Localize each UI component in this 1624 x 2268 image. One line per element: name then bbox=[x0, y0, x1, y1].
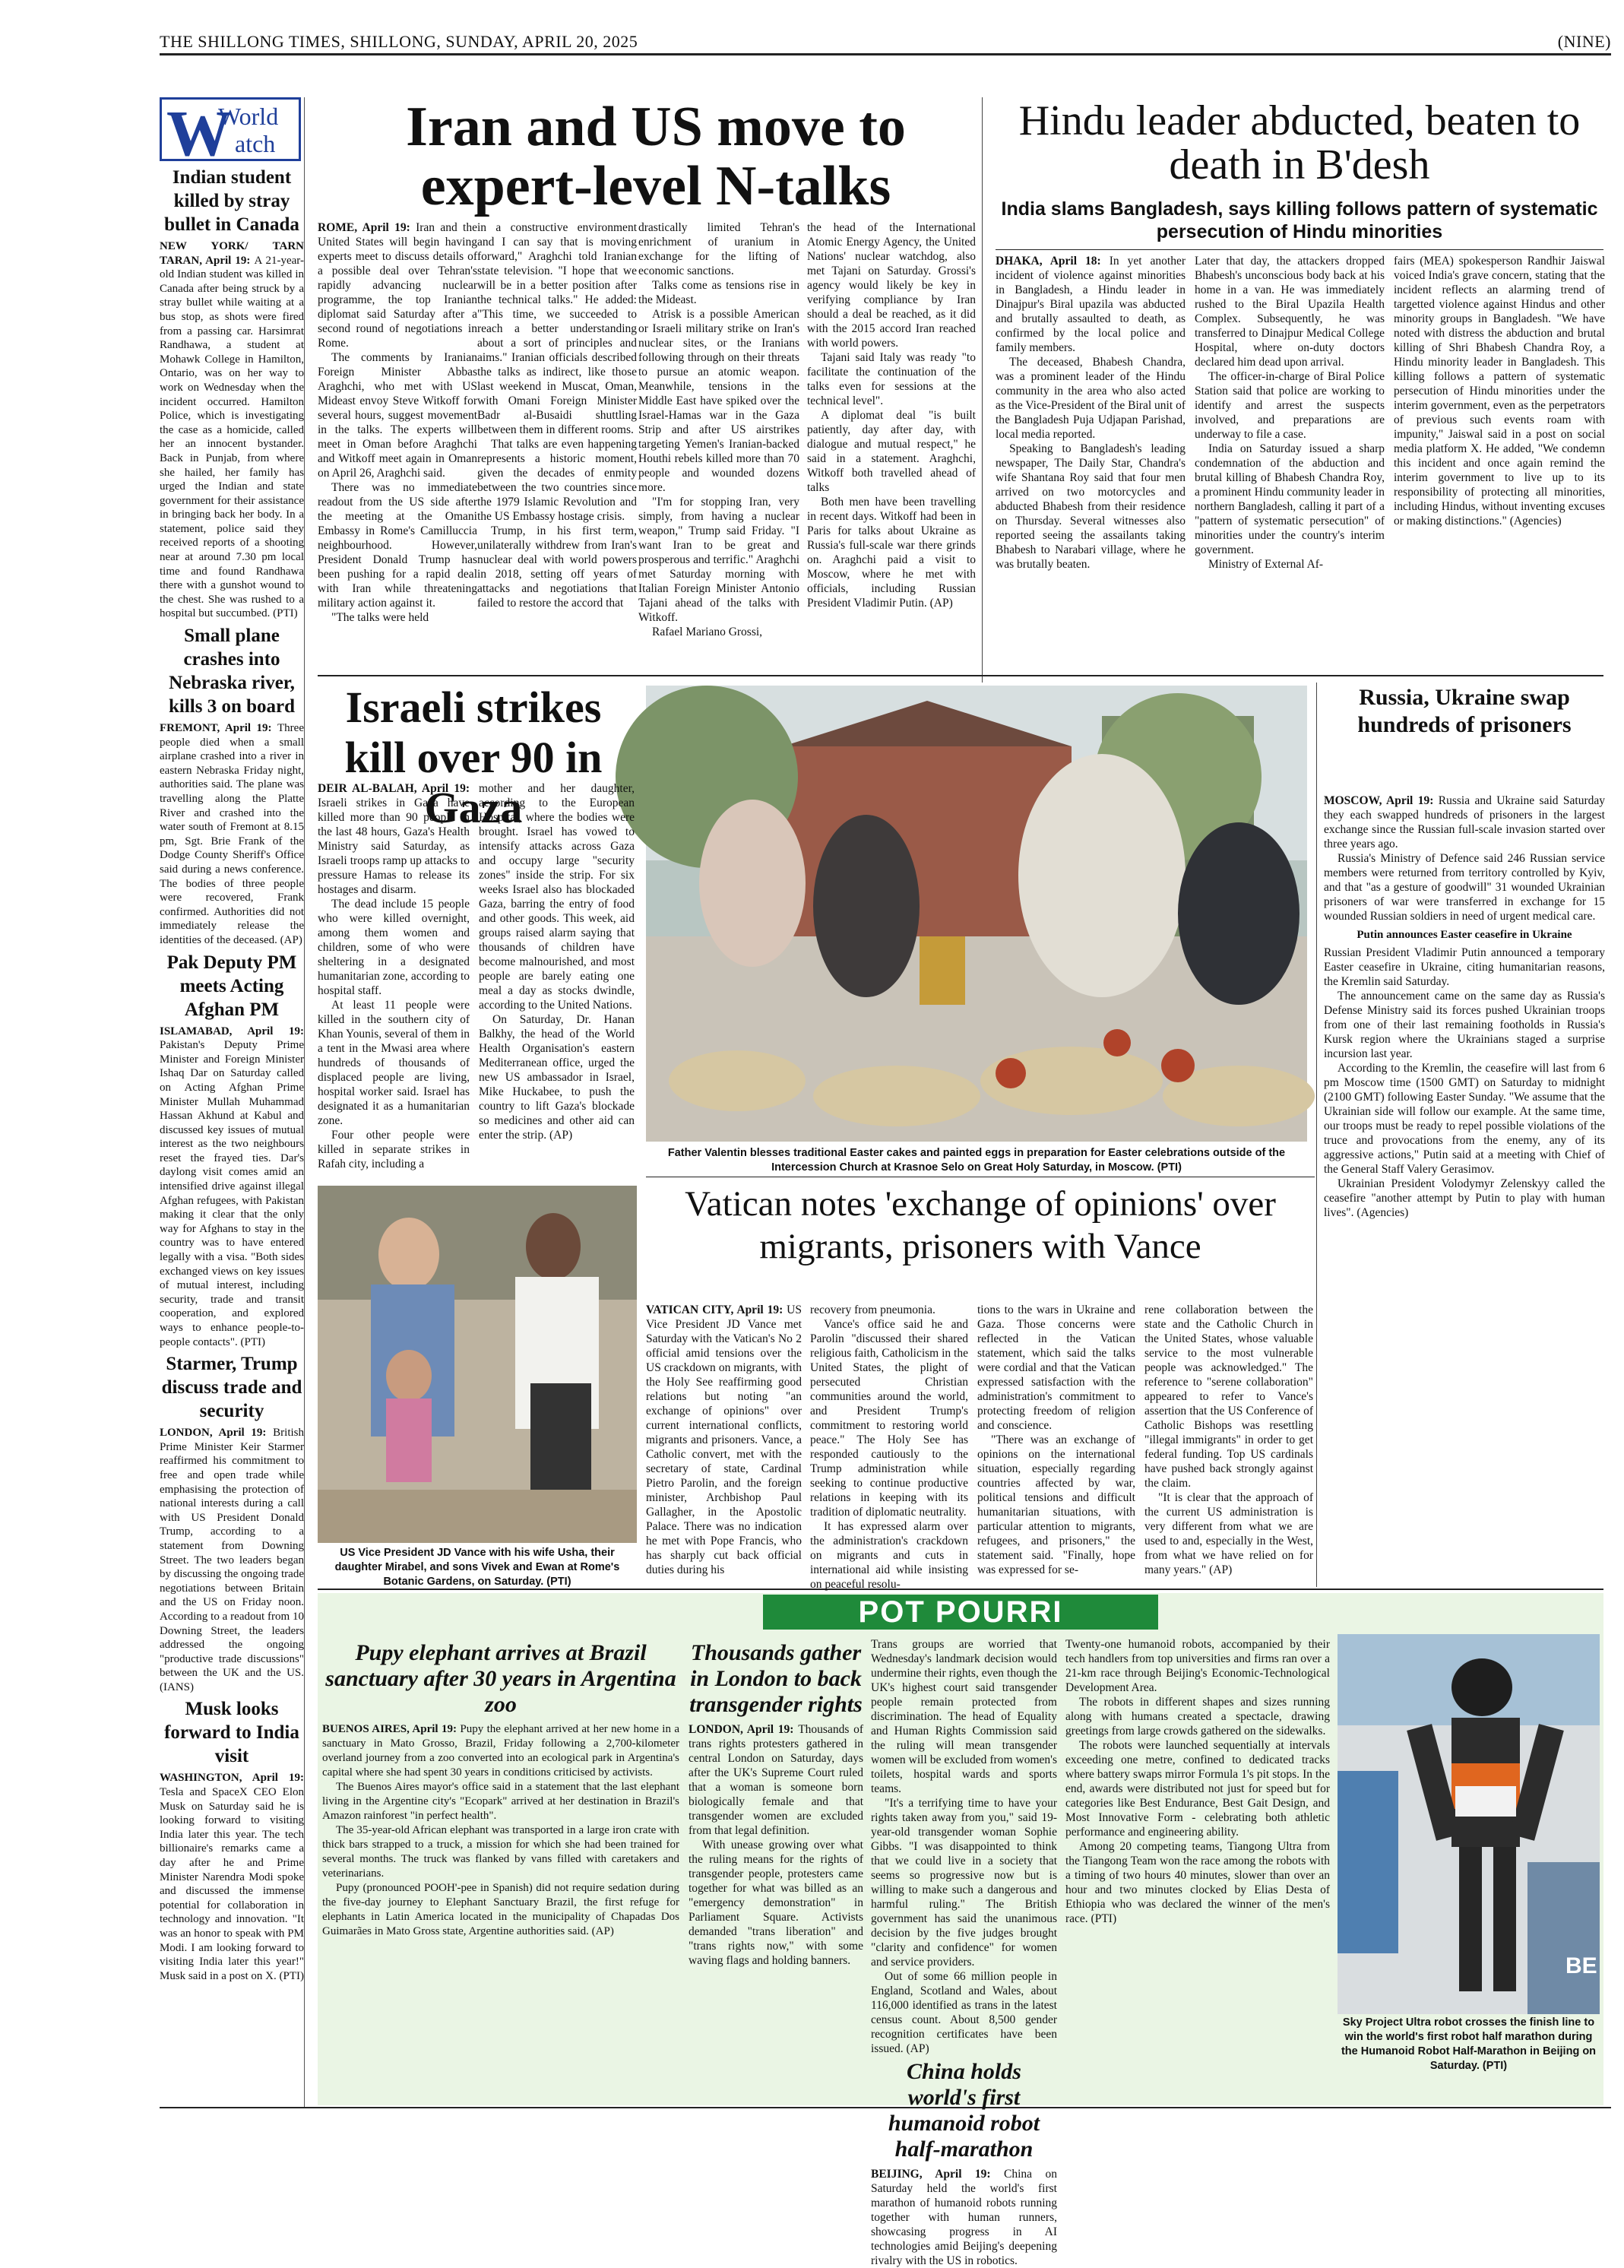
potpourri-column bbox=[322, 1637, 679, 2102]
paragraph: "It's a terrifying time to have your rights taken away from you," said 19-year-old transgender woman Sophie Gibbs. "I was disappointed to think that we could live in a society that seems so progressive now but is willing to make such a dangerous and harmful ruling." The British government has said the unanimous decision by the five judges brought "clarity and confidence" for women and service providers. bbox=[871, 1797, 1057, 1969]
easter-photo-caption: Father Valentin blesses traditional Easter cakes and painted eggs in preparation for Easter celebrations outside of the Intercession Church at Krasnoe Selo on Great Holy Saturday, in Moscow. (PTI) bbox=[667, 1147, 1286, 1174]
paragraph: Talks come as tensions rise in the Mideast. bbox=[638, 279, 799, 306]
paragraph: The officer-in-charge of Biral Police Station said that police are working to identify and arrest the suspects involved, and preparations are underway to file a case. bbox=[1195, 370, 1385, 441]
sidebar-story-dateline: WASHINGTON, April 19: bbox=[160, 1772, 304, 1785]
sidebar-story-body bbox=[160, 1426, 304, 1694]
paragraph: Rafael Mariano Grossi, bbox=[652, 626, 763, 638]
paragraph: On Saturday, Dr. Hanan Balkhy, the head of the World Health Organisation's eastern Mediterranean office, urged the new US ambassador in Israel, Mike Huckabee, to push the country to lift Gaza's blockade so medicines and other aid can enter the strip. (AP) bbox=[479, 1013, 635, 1142]
paragraph: The announcement came on the same day as Russia's Defense Ministry said its forces pushed Ukrainian troops from one of their last remaining footholds in Russia's Kursk region where the Ukrainians staged a surprise incursion last year. bbox=[1324, 990, 1605, 1060]
vance-photo bbox=[318, 1186, 637, 1543]
hindu-subhead: India slams Bangladesh, says killing follows pattern of systematic persecution of Hindu minorities bbox=[1001, 198, 1598, 242]
sidebar-stories bbox=[160, 166, 304, 1983]
paragraph: The robots in different shapes and sizes running along with humans created a spectacle, drawing greetings from large crowds gathered on the sidewalks. bbox=[1065, 1696, 1330, 1737]
sidebar-story-body bbox=[160, 1025, 304, 1350]
section-rule bbox=[318, 675, 1603, 676]
russia-body2 bbox=[1324, 946, 1605, 1220]
robot-photo bbox=[1338, 1634, 1600, 2014]
potpourri-headline: China holds world's first humanoid robot half-marathon bbox=[888, 2059, 1040, 2162]
paragraph: There was no immediate readout from the US side after the meeting at the Omani Embassy in Rome's Camilluccia neighbourhood. However, President Donald Trump has been pushing for a rapid deal with Iran while threatening military action against it. bbox=[318, 481, 477, 610]
robot-photo-sign-text: BE bbox=[1565, 1953, 1597, 1978]
paragraph: Ukrainian President Volodymyr Zelenskyy called the ceasefire "another attempt by Putin to play with human lives". (Agencies) bbox=[1324, 1177, 1605, 1219]
sidebar-story-headline: Starmer, Trump discuss trade and security bbox=[161, 1354, 302, 1422]
paragraph: That talks are even happening represents a historic moment, given the decades of enmity between the two countries since the 1979 Islamic Revolution and the US Embassy hostage crisis. bbox=[477, 438, 637, 523]
iran-dateline: ROME, April 19: bbox=[318, 221, 416, 234]
russia-subhead: Putin announces Easter ceasefire in Ukraine bbox=[1356, 929, 1572, 941]
paragraph: mother and her daughter, according to the European Hospital, where the bodies were brought. Israel has vowed to intensify attacks across Gaza and occupy large "security zones" inside the strip. For six weeks Israel also has blockaded Gaza, barring the entry of food and other goods. This week, aid groups raised alarm saying that thousands of children have become malnourished, and most people are barely eating one meal a day as stocks dwindle, according to the United Nations. bbox=[479, 782, 635, 1012]
paragraph: It has expressed alarm over the administration's crackdown on migrants and cuts in international aid while insisting on peaceful resolu- bbox=[810, 1520, 968, 1591]
paragraph: Vance's office said he and Parolin "discussed their shared religious faith, Catholicism in the United States, the plight of persecuted Christian communities around the world, and President Trump's commitment to restoring world peace." The Holy See has responded cautiously to the Trump administration while seeking to continue productive relations in keeping with its tradition of diplomatic neutrality. bbox=[810, 1318, 968, 1519]
paragraph: Trump, in his first term, unilaterally withdrew from Iran's nuclear deal with world powers in 2018, setting off years of attacks and negotiations that failed to restore the accord that bbox=[477, 524, 637, 610]
paragraph: A diplomat deal "is built patiently, day after day, with dialogue and mutual respect," he said in a statement. Araghchi, Witkoff both travelled ahead of talks bbox=[807, 409, 976, 494]
potpourri-dateline: BUENOS AIRES, April 19: bbox=[322, 1723, 461, 1735]
potpourri-column bbox=[689, 1637, 863, 2102]
paragraph: ISLAMABAD, April 19: Pakistan's Deputy Prime Minister and Foreign Minister Ishaq Dar on Saturday called on Acting Afghan Prime Minister Mullah Muhammad Hassan Akhund at Kabul and discussed key issues of mutual interest as the two neighbours reset the frayed ties. Dar's daylong visit comes amid an intensified drive against illegal Afghan refugees, with Pakistan making it clear that the only way for Afghans to stay in the country was to have entered legally with a visa. "Both sides exchanged views on key issues of mutual interest, including security, trade and transit cooperation, and explored ways to enhance people-to-people contacts". (PTI) bbox=[160, 1025, 304, 1348]
potpourri-dateline: LONDON, April 19: bbox=[689, 1723, 799, 1736]
vatican-dateline: VATICAN CITY, April 19: bbox=[646, 1303, 787, 1316]
paragraph: Out of some 66 million people in England, Scotland and Wales, about 116,000 identified as trans in the latest census count. About 8,500 gender recognition certificates have been issued. (AP) bbox=[871, 1970, 1057, 2055]
paragraph: With unease growing over what the ruling means for the rights of transgender people, protesters came together for what was billed as an "emergency demonstration" in Parliament Square. Activists demanded "trans liberation" and "trans rights now," with some waving flags and holding banners. bbox=[689, 1839, 863, 1967]
vatican-column bbox=[646, 1303, 802, 1585]
paragraph: recovery from pneumonia. bbox=[810, 1303, 935, 1316]
paragraph: According to the Kremlin, the ceasefire will last from 6 pm Moscow time (1500 GMT) on Saturday to midnight (2100 GMT) following Easter Sunday. "We assume that the Ukrainian side will follow our example. At the same time, our troops must be ready to repel possible violations of the truce and provocations from the enemy, any of its aggressive actions," Putin said at a meeting with Chief of the General Staff Valery Gerasimov. bbox=[1324, 1062, 1605, 1176]
potpourri-banner-title: POT POURRI bbox=[763, 1595, 1158, 1630]
gaza-headline: Israeli strikes kill over 90 in Gaza bbox=[344, 683, 603, 832]
paragraph: Ministry of External Af- bbox=[1208, 558, 1324, 571]
paragraph: Speaking to Bangladesh's leading newspaper, The Daily Star, Chandra's wife Shantana Roy said that four men arrived on two motorcycles and abducted Bhabesh from their residence on Thursday. Several witnesses also reported seeing the assailants taking Bhabesh to Narabari village, where he was brutally beaten. bbox=[996, 442, 1186, 571]
paragraph: "It is clear that the approach of the current US administration is very different from what we are used to and, especially in the West, from what we have relied on for many years." (AP) bbox=[1144, 1491, 1313, 1576]
robot-photo-caption: Sky Project Ultra robot crosses the finish line to win the world's first robot half marathon during the Humanoid Robot Half-Marathon in Beijing on Saturday. (PTI) bbox=[1341, 2016, 1597, 2072]
hindu-column bbox=[1394, 254, 1605, 672]
paragraph: fairs (MEA) spokesperson Randhir Jaiswal voiced India's grave concern, stating that the incident reflects an alarming trend of targetted violence against Hindus and other minority groups in Bangladesh. "We have noted with distress the abduction and brutal killing of Shri Bhabesh Chandra Roy, a Hindu minority leader in Bangladesh. This killing follows a pattern of systematic persecution of Hindu minorities under the interim government, even as the perpetrators of previous such events roam with impunity," Jaiswal said in a post on social media platform X. He added, "We condemn this incident and once again remind the interim government to live up to its responsibility of protecting all minorities, including Hindus, without inventing excuses or making distinctions." (Agencies) bbox=[1394, 255, 1605, 527]
potpourri-headline: Pupy elephant arrives at Brazil sanctuary after 30 years in Argentina zoo bbox=[325, 1640, 676, 1717]
world-watch-logo-bottom: atch bbox=[235, 130, 276, 157]
paragraph: The Buenos Aires mayor's office said in a statement that the last elephant living in the Argentine city's "Ecopark" arrived at her destination in Brazil's Amazon rainforest "in perfect health". bbox=[322, 1781, 679, 1822]
iran-column bbox=[477, 220, 637, 669]
paragraph: The deceased, Bhabesh Chandra, was a prominent leader of the Hindu community in the area who also acted as the Vice-President of the Biral unit of the Bangladesh Puja Udjapan Parishad, local media reported. bbox=[996, 356, 1186, 441]
paragraph: DHAKA, April 18: In yet another incident of violence against minorities in Bangladesh, a Hindu leader in Dinajpur's Biral upazila was abducted and brutally assaulted to death, as confirmed by the local police and family members. bbox=[996, 255, 1186, 354]
gaza-column bbox=[479, 781, 635, 1177]
vatican-column bbox=[1144, 1303, 1313, 1585]
potpourri-dateline: BEIJING, April 19: bbox=[871, 2168, 1005, 2181]
paragraph: DEIR AL-BALAH, April 19: Israeli strikes in Gaza have killed more than 90 people in the last 48 hours, Gaza's Health Ministry said Saturday, as Israeli troops ramp up attacks to pressure Hamas to release its hostages and disarm. bbox=[318, 782, 470, 896]
world-watch-logo-top: World bbox=[218, 103, 279, 130]
sidebar-story-headline: Indian student killed by stray bullet in Canada bbox=[164, 167, 299, 235]
paragraph: Pupy (pronounced POOH'-pee in Spanish) did not require sedation during the five-day journey to Elephant Sanctuary Brazil, the first refuge for elephants in Latin America located in the municipality of Chapadas Dos Guimarães in Mato Gross state, Argentine authorities said. (AP) bbox=[322, 1882, 679, 1937]
paragraph: WASHINGTON, April 19: Tesla and SpaceX CEO Elon Musk on Saturday said he is looking forward to visiting India later this year. The tech billionaire's remarks came a day after he and Prime Minister Narendra Modi spoke and discussed the immense potential for collaboration in technology and innovation. "It was an honor to speak with PM Modi. I am looking forward to visiting India later this year!" Musk said in a post on X. (PTI) bbox=[160, 1772, 304, 1982]
sidebar-story-body bbox=[160, 239, 304, 621]
vance-photo-image bbox=[318, 1186, 637, 1543]
potpourri-headline: Thousands gather in London to back transgender rights bbox=[689, 1640, 863, 1717]
vance-photo-caption: US Vice President JD Vance with his wife Usha, their daughter Mirabel, and sons Vivek and Ewan at Rome's Botanic Gardens, on Saturday. (PTI) bbox=[334, 1547, 620, 1588]
page-number: (NINE) bbox=[1557, 32, 1611, 51]
sidebar-story-headline: Pak Deputy PM meets Acting Afghan PM bbox=[166, 952, 297, 1020]
robot-photo-image bbox=[1338, 1634, 1600, 2014]
paragraph: Russian President Vladimir Putin announced a temporary Easter ceasefire in Ukraine, citing humanitarian reasons, the Kremlin said Saturday. bbox=[1324, 946, 1605, 988]
paragraph: LONDON, April 19: British Prime Minister Keir Starmer reaffirmed his commitment to free and open trade while emphasising the protection of national interests during a call with US President Donald Trump, according to a statement from Downing Street. The two leaders began by discussing the ongoing trade negotiations between Britain and the US on Friday noon. According to a readout from 10 Downing Street, the leaders addressed the ongoing "productive trade discussions" between the UK and the US. (IANS) bbox=[160, 1427, 304, 1693]
paragraph: Tajani said Italy was ready "to facilitate the continuation of the talks even for sessions at the technical level". bbox=[807, 351, 976, 407]
paragraph: The robots were launched sequentially at intervals exceeding one metre, confined to dedicated tracks where battery swaps mirror Formula 1's pit stops. In the end, awards were distributed not just for speed but for categories like Best Endurance, Best Gait Design, and Most Innovative Form - celebrating both athletic performance and engineering ability. bbox=[1065, 1739, 1330, 1839]
potpourri-banner bbox=[318, 1593, 1603, 1631]
iran-headline: Iran and US move to expert-level N-talks bbox=[406, 96, 906, 217]
hindu-dateline: DHAKA, April 18: bbox=[996, 255, 1110, 268]
easter-photo bbox=[646, 686, 1307, 1142]
paragraph: Russia's Ministry of Defence said 246 Russian service members were returned from territory controlled by Kyiv, and that "as a gesture of goodwill" 31 wounded Ukrainian prisoners of war were transferred in exchange for 15 wounded Russian soldiers in need of urgent medical care. bbox=[1324, 852, 1605, 923]
paragraph: "The talks were held bbox=[331, 611, 429, 624]
russia-dateline: MOSCOW, April 19: bbox=[1324, 794, 1434, 807]
paragraph: BEIJING, April 19: China on Saturday held the world's first marathon of humanoid robots running together with human runners, showcasing progress in AI technologies amid Beijing's deepening rivalry with the US in robotics. bbox=[871, 2168, 1057, 2267]
russia-body: Russia and Ukraine said Saturday they each swapped hundreds of prisoners in the largest exchange since the Russian full-scale invasion started over three years ago. bbox=[1324, 794, 1606, 850]
paragraph: Twenty-one humanoid robots, accompanied by their tech handlers from top universities and firms ran over a 21-km race through Beijing's Economic-Technological Development Area. bbox=[1065, 1638, 1330, 1694]
paragraph: LONDON, April 19: Thousands of trans rights protesters gathered in central London on Saturday, days after the UK's Supreme Court ruled that a woman is someone born biologically female and that transgender women are excluded from that legal definition. bbox=[689, 1723, 863, 1837]
sidebar-story-dateline: ISLAMABAD, April 19: bbox=[160, 1025, 304, 1037]
iran-column bbox=[318, 220, 477, 669]
page-masthead bbox=[160, 27, 1611, 55]
paragraph: Trans groups are worried that Wednesday's landmark decision would undermine their rights, even though the UK's highest court said transgender people remain protected from discrimination. The head of Equality and Human Rights Commission said the ruling will mean transgender women will be excluded from women's toilets, hospital wards and sports teams. bbox=[871, 1638, 1057, 1795]
paragraph: Both men have been travelling in recent days. Witkoff had been in Paris for talks about Ukraine as Russia's full-scale war there grinds on. Araghchi paid a visit to Moscow, where he met with officials, including Russian President Vladimir Putin. (AP) bbox=[807, 496, 976, 610]
hindu-headline: Hindu leader abducted, beaten to death in B'desh bbox=[1018, 97, 1581, 188]
sidebar-story-body bbox=[160, 1771, 304, 1983]
sidebar-story-headline: Musk looks forward to India visit bbox=[164, 1699, 299, 1767]
gaza-dateline: DEIR AL-BALAH, April 19: bbox=[318, 782, 470, 795]
paragraph: the head of the International Atomic Energy Agency, the United Nations' nuclear watchdog, also met Tajani on Saturday. Grossi's agency would likely be key in verifying compliance by Iran should a deal be reached, as it did with the 2015 accord Iran reached with world powers. bbox=[807, 221, 976, 350]
paragraph: Later that day, the attackers dropped Bhabesh's unconscious body back at his home in a van. He was immediately rushed to the Biral Upazila Health Complex. Subsequently, he was transferred to Dinajpur Medical College Hospital, where on-duty doctors declared him dead upon arrival. bbox=[1195, 255, 1385, 369]
vatican-column bbox=[977, 1303, 1135, 1585]
world-watch-logo bbox=[160, 97, 301, 169]
paragraph: The dead include 15 people who were killed overnight, among them women and children, some of who were sheltering in a designated humanitarian zone, according to hospital staff. bbox=[318, 898, 470, 997]
potpourri-column bbox=[1065, 1637, 1330, 2102]
paragraph: "I'm for stopping Iran, very simply, from having a nuclear weapon," Trump said Friday. "I want Iran to be great and prosperous and terrific." Araghchi met Saturday morning with Italian Foreign Minister Antonio Tajani ahead of the talks with Witkoff. bbox=[638, 496, 799, 624]
sidebar-story-dateline: FREMONT, April 19: bbox=[160, 722, 278, 735]
paragraph: tions to the wars in Ukraine and Gaza. Those concerns were reflected in the Vatican statement, which said the talks were cordial and that the Vatican expressed satisfaction with the administration's commitment to protecting freedom of religion and conscience. bbox=[977, 1303, 1135, 1432]
paragraph: Four other people were killed in separate strikes in Rafah city, including a bbox=[318, 1129, 470, 1170]
masthead-title: THE SHILLONG TIMES, SHILLONG, SUNDAY, APRIL 20, 2025 bbox=[160, 32, 638, 51]
paragraph: Atrisk is a possible American or Israeli military strike on Iran's nuclear sites, or the Iranians following through on their threats to pursue an atomic weapon. Meanwhile, tensions in the Middle East have spiked over the Israel-Hamas war in the Gaza Strip and after US airstrikes targeting Yemen's Iranian-backed Houthi rebels killed more than 70 people and wounded dozens more. bbox=[638, 308, 799, 494]
paragraph: drastically limited Tehran's enrichment of uranium in exchange for the lifting of economic sanctions. bbox=[638, 221, 799, 277]
sidebar-story-headline: Small plane crashes into Nebraska river, kills 3 on board bbox=[168, 626, 296, 717]
paragraph: in a constructive environment and I can say that is moving forward," Araghchi told Iranian state television. "I hope that we will be in a better position after the technical talks." He added: "This time, we succeeded to reach a better understanding about a sort of principles and aims." Iranian officials described the talks as indirect, like those last weekend in Muscat, Oman, with Omani Foreign Minister Badr al-Busaidi shuttling between them in different rooms. bbox=[477, 221, 637, 436]
russia-headline: Russia, Ukraine swap hundreds of prisoners bbox=[1357, 685, 1572, 737]
paragraph: NEW YORK/ TARN TARAN, April 19: A 21-year-old Indian student was killed in Canada after being struck by a stray bullet while waiting at a bus stop, as shots were fired from a passing car. Harsimrat Randhawa, a student at Mohawk College in Hamilton, Ontario, was on her way to work on Wednesday when the incident occurred. Hamilton Police, which is investigating the case as a homicide, called her an innocent bystander. Back in Punjab, from where she hailed, her family has urged the Indian and state government for their assistance in bringing back her body. In a statement, police said they received reports of a shooting near at around 7.30 pm local time and found Randhawa there with a gunshot wound to the chest. She was rushed to a hospital but succumbed. (PTI) bbox=[160, 240, 304, 620]
paragraph: At least 11 people were killed in the southern city of Khan Younis, several of them in a tent in the Mwasi area where hundreds of thousands of displaced people are living, hospital worker said. Israel has designated it as a humanitarian zone. bbox=[318, 999, 470, 1127]
paragraph: ROME, April 19: Iran and the United States will begin having experts meet to discuss details of a possible deal over Tehran's rapidly advancing nuclear programme, the top Iranian diplomat said Saturday after a second round of negotiations in Rome. bbox=[318, 221, 477, 350]
vatican-headline: Vatican notes 'exchange of opinions' over migrants, prisoners with Vance bbox=[685, 1184, 1276, 1266]
world-watch-logo-w: W bbox=[166, 97, 232, 169]
column-rule bbox=[1316, 683, 1317, 1587]
hindu-column bbox=[1195, 254, 1385, 672]
paragraph: Among 20 competing teams, Tiangong Ultra from the Tiangong Team won the race among the robots with a timing of two hours 40 minutes, slower than over an hour and two minutes clocked by Elias Desta of Ethiopia who was declared the winner of the men's race. (PTI) bbox=[1065, 1840, 1330, 1925]
russia-story bbox=[1324, 793, 1605, 1584]
iran-column bbox=[807, 220, 976, 669]
column-rule bbox=[982, 97, 983, 683]
paragraph: "There was an exchange of opinions on the international situation, especially regarding countries affected by war, political tensions and difficult humanitarian situations, with particular attention to migrants, refugees, and prisoners," the statement said. "Finally, hope was expressed for se- bbox=[977, 1433, 1135, 1576]
subhead-rule bbox=[996, 249, 1603, 250]
iran-column bbox=[638, 220, 799, 669]
paragraph: FREMONT, April 19: Three people died when a small airplane crashed into a river in eastern Nebraska Friday night, authorities said. The plane was travelling along the Platte River and crashed into the water south of Fremont at 8.15 pm, Sgt. Brie Frank of the Dodge County Sheriff's Office said during a news conference. The bodies of three people were recovered, Frank confirmed. Authorities did not immediately release the identities of the deceased. (AP) bbox=[160, 722, 304, 946]
sidebar-story-dateline: NEW YORK/ TARN TARAN, April 19: bbox=[160, 240, 304, 267]
paragraph: India on Saturday issued a sharp condemnation of the abduction and brutal killing of Bhabesh Chandra Roy, a prominent Hindu community leader in northern Bangladesh, calling it part of a "pattern of systematic persecution" of minorities under the country's interim government. bbox=[1195, 442, 1385, 556]
paragraph: rene collaboration between the state and the Catholic Church in the United States, whose valuable service to the most vulnerable people was acknowledged." The reference to "serene collaboration" appeared to refer to Vance's assertion that the US Conference of Catholic Bishops was resettling "illegal immigrants" in order to get federal funding. Top US cardinals have pushed back strongly against the claim. bbox=[1144, 1303, 1313, 1490]
sidebar-story-dateline: LONDON, April 19: bbox=[160, 1427, 274, 1440]
hindu-column bbox=[996, 254, 1186, 672]
easter-photo-image bbox=[646, 686, 1307, 1142]
sidebar-story-body bbox=[160, 721, 304, 948]
vatican-column bbox=[810, 1303, 968, 1591]
paragraph: BUENOS AIRES, April 19: Pupy the elephant arrived at her new home in a sanctuary in Mato Grosso, Brazil, Friday following a 2,700-kilometer overland journey from a zoo converted into an ecological park in Argentina's capital where she had spent 30 years in conditions criticised by activists. bbox=[322, 1723, 679, 1779]
paragraph: The comments by Iranian Foreign Minister Abbas Araghchi, who met with US Mideast envoy Steve Witkoff for several hours, suggest movement in the talks. The experts will meet in Oman before Araghchi and Witkoff meet again in Oman on April 26, Araghchi said. bbox=[318, 351, 477, 480]
potpourri-column bbox=[871, 1637, 1057, 2267]
paragraph: VATICAN CITY, April 19: US Vice President JD Vance met Saturday with the Vatican's No 2 official amid tensions over the US crackdown on migrants, with the Holy See reaffirming good relations but noting "an exchange of opinions" over current international conflicts, migrants and prisoners. Vance, a Catholic convert, met with the secretary of state, Cardinal Pietro Parolin, and the foreign minister, Archbishop Paul Gallagher, in the Apostolic Palace. There was no indication he met with Pope Francis, who has sharply cut back official duties during his bbox=[646, 1303, 802, 1576]
gaza-column bbox=[318, 781, 470, 1177]
world-watch-sidebar bbox=[160, 97, 305, 2108]
paragraph: The 35-year-old African elephant was transported in a large iron crate with thick bars strapped to a truck, a mission for which she had been trained for several months. The truck was flanked by vans filled with caretakers and veterinarians. bbox=[322, 1824, 679, 1880]
